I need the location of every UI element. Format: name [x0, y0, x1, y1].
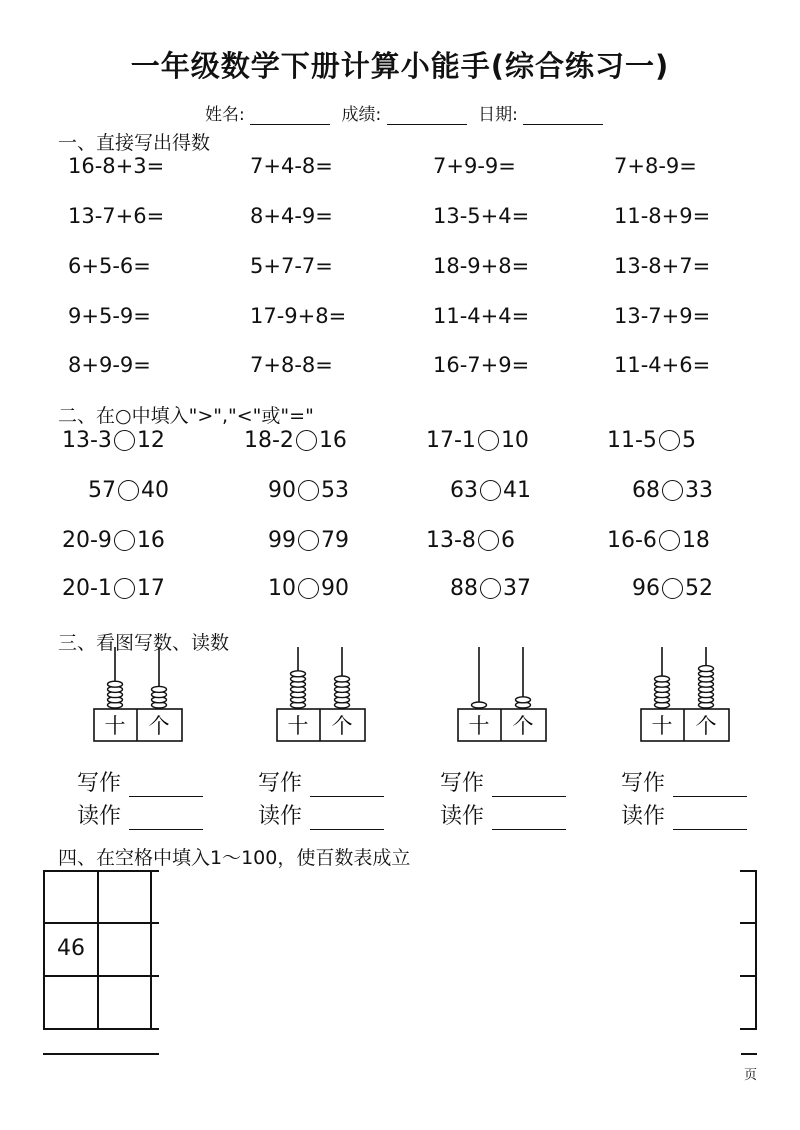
- exercise-item: 7+9-9=: [433, 154, 516, 178]
- comparison-left: 17-1: [426, 428, 476, 453]
- abacus: [276, 645, 368, 745]
- ones-label: 个: [512, 714, 534, 738]
- date-label: 日期:: [478, 105, 518, 125]
- section1-heading: 一、直接写出得数: [58, 132, 211, 154]
- read-label: 读作: [77, 804, 122, 829]
- exercise-item: 13-8+7=: [614, 254, 711, 278]
- tens-bead: [655, 676, 670, 682]
- comparison-item: [62, 528, 165, 553]
- comparison-left: 20-9: [62, 528, 112, 553]
- comparison-right: 37: [503, 576, 531, 601]
- comparison-item: [62, 576, 165, 601]
- ones-bead: [335, 676, 350, 682]
- answer-circle[interactable]: [114, 430, 135, 451]
- comparison-left: 57: [88, 478, 116, 503]
- ones-label: 个: [148, 714, 170, 738]
- comparison-left: 63: [450, 478, 478, 503]
- write-label: 写作: [440, 771, 485, 796]
- tens-label: 十: [104, 714, 126, 738]
- exercise-item: 13-7+6=: [68, 204, 165, 228]
- comparison-item: [426, 428, 529, 453]
- read-row: [440, 799, 566, 830]
- answer-circle[interactable]: [118, 480, 139, 501]
- comparison-left: 16-6: [607, 528, 657, 553]
- section4-heading: 四、在空格中填入1～100，使百数表成立: [58, 847, 411, 869]
- tens-label: 十: [468, 714, 490, 738]
- answer-circle[interactable]: [298, 480, 319, 501]
- comparison-right: 16: [318, 428, 347, 453]
- comparison-item: [268, 528, 349, 553]
- comparison-item: [607, 528, 710, 553]
- comparison-left: 11-5: [607, 428, 657, 453]
- exercise-item: 18-9+8=: [433, 254, 530, 278]
- comparison-item: [426, 528, 515, 553]
- write-label: 写作: [621, 771, 666, 796]
- comparison-right: 79: [321, 528, 349, 553]
- read-answer-line[interactable]: [673, 809, 747, 830]
- tens-label: 十: [651, 714, 673, 738]
- read-row: [621, 799, 747, 830]
- tens-bead: [472, 702, 487, 708]
- answer-circle[interactable]: [296, 430, 317, 451]
- answer-circle[interactable]: [298, 578, 319, 599]
- comparison-right: 5: [681, 428, 696, 453]
- write-answer-line[interactable]: [492, 776, 566, 797]
- read-label: 读作: [621, 804, 666, 829]
- section3-heading: 三、看图写数、读数: [58, 632, 230, 654]
- answer-circle[interactable]: [480, 578, 501, 599]
- exercise-item: 7+8-8=: [250, 353, 333, 377]
- answer-circle[interactable]: [480, 480, 501, 501]
- write-answer-line[interactable]: [129, 776, 203, 797]
- answer-circle[interactable]: [662, 480, 683, 501]
- abacus: [93, 645, 185, 745]
- answer-circle[interactable]: [659, 430, 680, 451]
- comparison-right: 41: [503, 478, 531, 503]
- comparison-item: [607, 428, 696, 453]
- write-label: 写作: [258, 771, 303, 796]
- comparison-item: [450, 576, 531, 601]
- read-answer-line[interactable]: [492, 809, 566, 830]
- ones-bead: [152, 686, 167, 692]
- section2-heading: 二、在○中填入">","<"或"=": [58, 405, 314, 427]
- comparison-right: 52: [685, 576, 713, 601]
- abacus: [640, 645, 732, 745]
- page-label: 页: [744, 1068, 758, 1083]
- comparison-right: 6: [500, 528, 515, 553]
- exercise-item: 9+5-9=: [68, 304, 151, 328]
- comparison-left: 90: [268, 478, 296, 503]
- read-row: [77, 799, 203, 830]
- comparison-right: 40: [141, 478, 169, 503]
- exercise-item: 6+5-6=: [68, 254, 151, 278]
- name-label: 姓名:: [205, 105, 245, 125]
- write-row: [440, 766, 566, 797]
- comparison-left: 13-8: [426, 528, 476, 553]
- exercise-item: 11-4+6=: [614, 353, 711, 377]
- answer-circle[interactable]: [114, 578, 135, 599]
- comparison-right: 53: [321, 478, 349, 503]
- exercise-item: 11-8+9=: [614, 204, 711, 228]
- comparison-left: 20-1: [62, 576, 112, 601]
- ones-bead: [699, 666, 714, 672]
- comparison-item: [632, 576, 713, 601]
- abacus: [457, 645, 549, 745]
- exercise-item: 16-7+9=: [433, 353, 530, 377]
- comparison-right: 33: [685, 478, 713, 503]
- answer-circle[interactable]: [662, 578, 683, 599]
- exercise-item: 7+4-8=: [250, 154, 333, 178]
- comparison-right: 10: [500, 428, 529, 453]
- exercise-item: 13-7+9=: [614, 304, 711, 328]
- tens-label: 十: [287, 714, 309, 738]
- name-field[interactable]: [250, 106, 330, 125]
- comparison-right: 90: [321, 576, 349, 601]
- comparison-right: 17: [136, 576, 165, 601]
- comparison-left: 10: [268, 576, 296, 601]
- write-answer-line[interactable]: [673, 776, 747, 797]
- answer-circle[interactable]: [659, 530, 680, 551]
- comparison-item: [62, 428, 165, 453]
- read-label: 读作: [258, 804, 303, 829]
- read-row: [258, 799, 384, 830]
- page-title: 一年级数学下册计算小能手(综合练习一): [130, 49, 670, 83]
- comparison-right: 16: [136, 528, 165, 553]
- date-field[interactable]: [523, 106, 603, 125]
- exercise-item: 13-5+4=: [433, 204, 530, 228]
- comparison-item: [450, 478, 531, 503]
- comparison-right: 12: [136, 428, 165, 453]
- comparison-left: 18-2: [244, 428, 294, 453]
- tens-bead: [108, 681, 123, 687]
- score-field[interactable]: [387, 106, 467, 125]
- exercise-item: 5+7-7=: [250, 254, 333, 278]
- comparison-left: 96: [632, 576, 660, 601]
- exercise-item: 8+9-9=: [68, 353, 151, 377]
- ones-label: 个: [331, 714, 353, 738]
- read-answer-line[interactable]: [129, 809, 203, 830]
- answer-circle[interactable]: [478, 430, 499, 451]
- exercise-item: 17-9+8=: [250, 304, 347, 328]
- comparison-item: [268, 576, 349, 601]
- info-row: [205, 100, 603, 125]
- exercise-item: 7+8-9=: [614, 154, 697, 178]
- answer-circle[interactable]: [114, 530, 135, 551]
- comparison-left: 13-3: [62, 428, 112, 453]
- write-row: [258, 766, 384, 797]
- comparison-item: [268, 478, 349, 503]
- tens-bead: [291, 671, 306, 677]
- exercise-item: 11-4+4=: [433, 304, 530, 328]
- comparison-right: 18: [681, 528, 710, 553]
- read-label: 读作: [440, 804, 485, 829]
- answer-circle[interactable]: [298, 530, 319, 551]
- write-row: [77, 766, 203, 797]
- ones-bead: [516, 697, 531, 703]
- comparison-left: 88: [450, 576, 478, 601]
- exercise-item: 16-8+3=: [68, 154, 165, 178]
- comparison-item: [244, 428, 347, 453]
- write-label: 写作: [77, 771, 122, 796]
- given-value-46: 46: [57, 936, 85, 961]
- write-row: [621, 766, 747, 797]
- ones-label: 个: [695, 714, 717, 738]
- comparison-left: 99: [268, 528, 296, 553]
- read-answer-line[interactable]: [310, 809, 384, 830]
- comparison-item: [632, 478, 713, 503]
- exercise-item: 8+4-9=: [250, 204, 333, 228]
- comparison-left: 68: [632, 478, 660, 503]
- answer-circle[interactable]: [478, 530, 499, 551]
- score-label: 成绩:: [341, 105, 382, 125]
- write-answer-line[interactable]: [310, 776, 384, 797]
- comparison-item: [88, 478, 169, 503]
